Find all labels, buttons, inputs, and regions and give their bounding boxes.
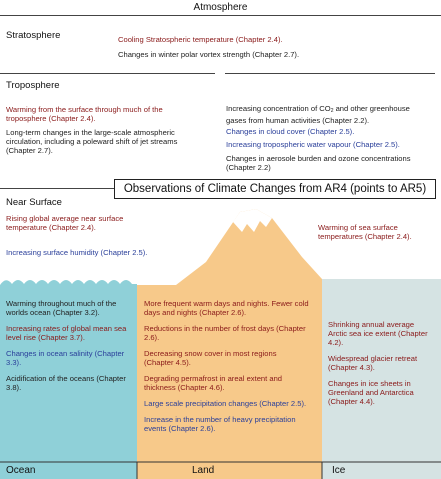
bottom-land-band [137, 462, 322, 479]
cloud-cover-text: Changes in cloud cover (Chapter 2.5). [226, 127, 355, 136]
land-item: Degrading permafrost in areal extent and thickness (Chapter 4.6). [144, 374, 283, 392]
ocean-item: Changes in ocean salinity (Chapter 3.3). [6, 349, 125, 367]
near-surface-label: Near Surface [6, 197, 62, 208]
atmosphere-divider [0, 15, 441, 16]
land-item: Increase in the number of heavy precipitation events (Chapter 2.6). [144, 415, 296, 433]
ocean-item: Warming throughout much of the worlds ocean (Chapter 3.2). [6, 299, 117, 317]
troposphere-left-item: Long-term changes in the large-scale atmospheric circulation, including a poleward shift of jet streams (Chapter 2.7). [6, 128, 178, 155]
sea-surface-temperature-text: Warming of sea surface temperatures (Chapter 2.4). [318, 223, 412, 241]
troposphere-divider-right [225, 73, 435, 74]
water-vapour-text: Increasing tropospheric water vapour (Chapter 2.5). [226, 140, 400, 149]
ocean-item: Increasing rates of global mean sea level rise (Chapter 3.7). [6, 324, 127, 342]
stratosphere-item: Cooling Stratospheric temperature (Chapter 2.4). [118, 35, 283, 44]
troposphere-label: Troposphere [6, 80, 60, 91]
atmosphere-title: Atmosphere [193, 2, 248, 13]
stratosphere-label: Stratosphere [6, 30, 61, 41]
co2-text-post: and other greenhouse gases from human activities (Chapter 2.2). [226, 104, 410, 125]
ocean-items [6, 299, 130, 392]
land-item: Reductions in the number of frost days (Chapter 2.6). [144, 324, 306, 342]
near-surface-divider [0, 188, 114, 189]
land-item: Large scale precipitation changes (Chapter 2.5). [144, 399, 307, 408]
land-item: More frequent warm days and nights. Fewer cold days and nights (Chapter 2.6). [144, 299, 309, 317]
land-label: Land [192, 465, 215, 476]
co2-subscript: 2 [330, 108, 334, 114]
ice-item: Shrinking annual average Arctic sea ice extent (Chapter 4.2). [328, 320, 428, 347]
co2-text-pre: Increasing concentration of CO [226, 104, 331, 113]
stratosphere-item: Changes in winter polar vortex strength (Chapter 2.7). [118, 50, 300, 59]
near-surface-left-item: Rising global average near surface temperature (Chapter 2.4). [6, 214, 124, 232]
troposphere-left-item: Warming from the surface through much of the troposphere (Chapter 2.4). [6, 105, 163, 123]
ice-items [328, 320, 434, 406]
near-surface-left-item: Increasing surface humidity (Chapter 2.5). [6, 248, 148, 257]
ice-item: Changes in ice sheets in Greenland and Antarctica (Chapter 4.4). [328, 379, 414, 406]
ice-item: Widespread glacier retreat (Chapter 4.3). [328, 354, 418, 372]
aerosol-text: Changes in aerosole burden and ozone concentrations (Chapter 2.2) [226, 154, 411, 172]
land-item: Decreasing snow cover in most regions (Chapter 4.5). [144, 349, 277, 367]
co2-concentration-text [226, 104, 431, 125]
ocean-label: Ocean [6, 465, 36, 476]
ice-label: Ice [332, 465, 346, 476]
troposphere-divider-left [0, 73, 215, 74]
diagram-title-box: Observations of Climate Changes from AR4 (points to AR5) [114, 179, 436, 199]
land-items [144, 299, 316, 433]
ocean-item: Acidification of the oceans (Chapter 3.8). [6, 374, 126, 392]
